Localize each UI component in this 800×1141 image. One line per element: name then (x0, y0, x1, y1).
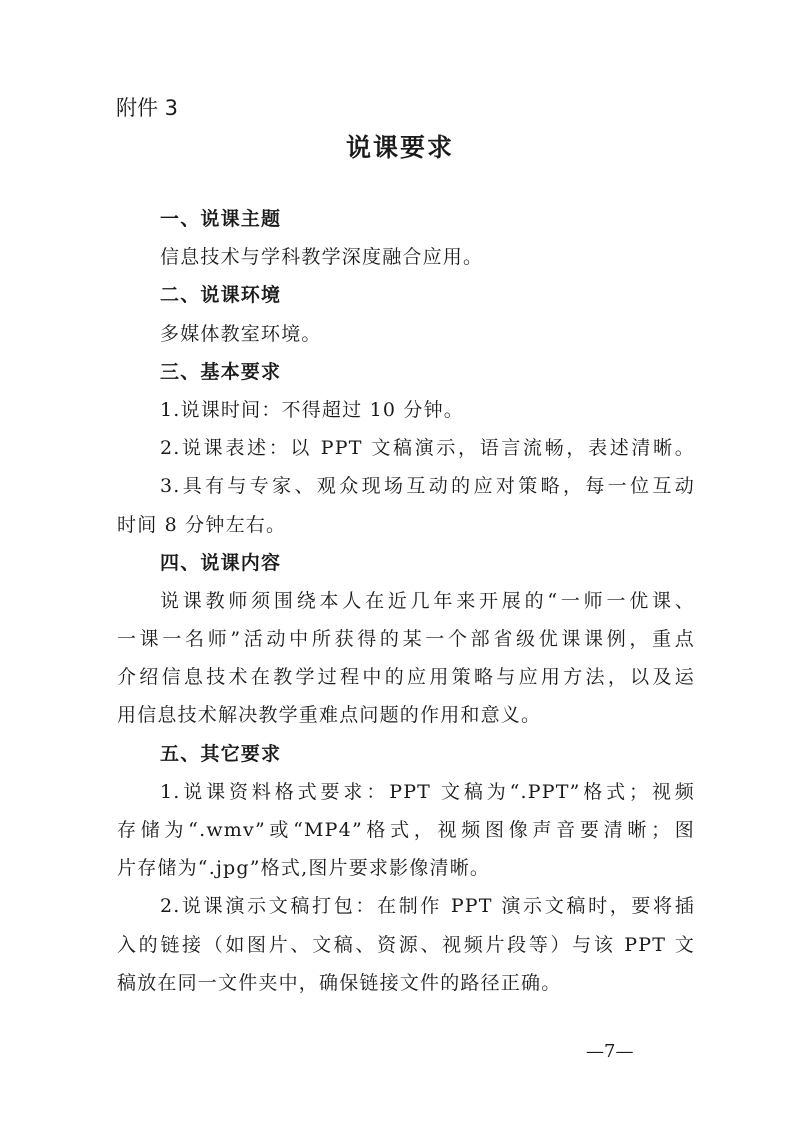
section-heading: 五、其它要求 (160, 742, 282, 765)
paragraph-line: 3.具有与专家、观众现场互动的应对策略，每一位互动 (160, 475, 695, 498)
paragraph-line: 1.说课时间：不得超过 10 分钟。 (160, 398, 464, 421)
section-heading: 三、基本要求 (160, 360, 282, 383)
document-body (117, 200, 695, 1002)
paragraph-line: 用信息技术解决教学重难点问题的作用和意义。 (117, 704, 542, 727)
paragraph-line: 说课教师须围绕本人在近几年来开展的“一师一优课、 (160, 589, 695, 612)
paragraph-line: 2.说课演示文稿打包：在制作 PPT 演示文稿时，要将插 (160, 895, 695, 918)
paragraph-line: 2.说课表述：以 PPT 文稿演示，语言流畅，表述清晰。 (160, 437, 695, 460)
paragraph-line: 一课一名师”活动中所获得的某一个部省级优课课例，重点 (117, 628, 695, 651)
paragraph-line: 稿放在同一文件夹中，确保链接文件的路径正确。 (117, 971, 562, 994)
paragraph-line: 介绍信息技术在教学过程中的应用策略与应用方法，以及运 (117, 666, 695, 689)
paragraph-line: 1.说课资料格式要求：PPT 文稿为“.PPT”格式；视频 (160, 780, 695, 803)
attachment-label: 附件 3 (116, 96, 179, 120)
paragraph-line: 时间 8 分钟左右。 (117, 513, 287, 536)
paragraph-line: 信息技术与学科教学深度融合应用。 (160, 246, 484, 269)
section-heading: 一、说课主题 (160, 208, 282, 230)
paragraph-line: 入的链接（如图片、文稿、资源、视频片段等）与该 PPT 文 (117, 933, 695, 956)
section-heading: 二、说课环境 (160, 284, 282, 307)
paragraph-line: 片存储为“.jpg”格式,图片要求影像清晰。 (117, 857, 491, 880)
page-number: —7— (586, 1041, 634, 1062)
paragraph-line: 存储为“.wmv”或“MP4”格式，视频图像声音要清晰；图 (117, 819, 695, 841)
section-heading: 四、说课内容 (160, 551, 282, 574)
paragraph-line: 多媒体教室环境。 (160, 322, 322, 345)
page-title: 说课要求 (345, 133, 454, 162)
